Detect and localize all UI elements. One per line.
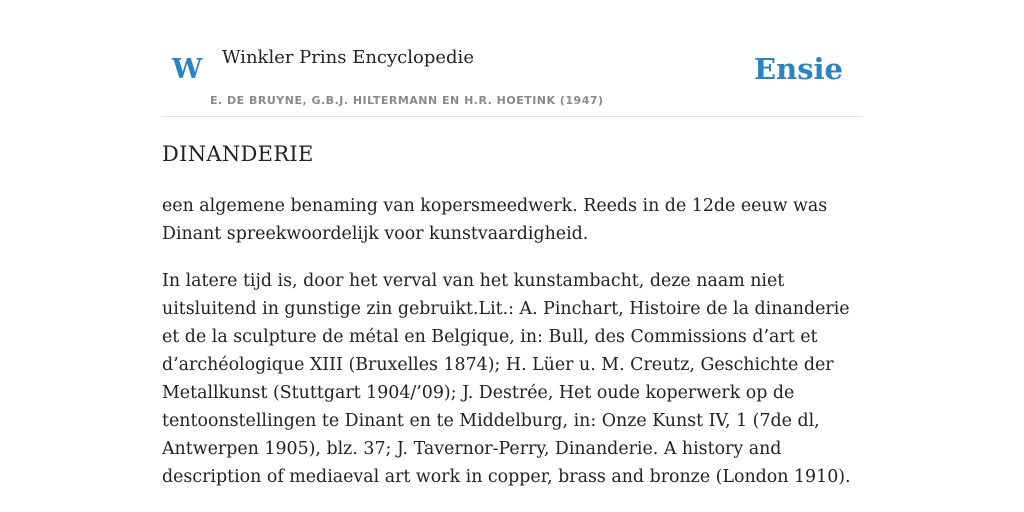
encyclopedia-header xyxy=(162,0,862,117)
encyclopedia-logo[interactable]: W xyxy=(172,54,203,85)
publication-title[interactable]: Winkler Prins Encyclopedie xyxy=(222,47,474,68)
publication-authors: E. DE BRUYNE, G.B.J. HILTERMANN EN H.R. HOETINK (1947) xyxy=(210,94,604,107)
entry-paragraph: een algemene benaming van kopersmeedwerk. Reeds in de 12de eeuw was Dinant spreekwoordelijk voor kunstvaardigheid. xyxy=(162,196,828,244)
entry-content xyxy=(162,192,868,510)
ensie-brand-logo[interactable]: Ensie xyxy=(754,52,843,86)
entry-title: DINANDERIE xyxy=(162,142,314,166)
entry-paragraph: In latere tijd is, door het verval van het kunstambacht, deze naam niet uitsluitend in gunstige zin gebruikt.Lit.: A. Pinchart, Histoire de la dinanderie et de la sculpture de métal en Belgique, in: Bull, des Commissions d’art et d’archéologique XIII (Bruxelles 1874); H. Lüer u. M. Creutz, Geschichte der Metallkunst (Stuttgart 1904/’09); J. Destrée, Het oude koperwerk op de tentoonstellingen te Dinant en te Middelburg, in: Onze Kunst IV, 1 (7de dl, Antwerpen 1905), blz. 37; J. Tavernor-Perry, Dinanderie. A history and description of mediaeval art work in copper, brass and bronze (London 1910). xyxy=(162,271,851,487)
